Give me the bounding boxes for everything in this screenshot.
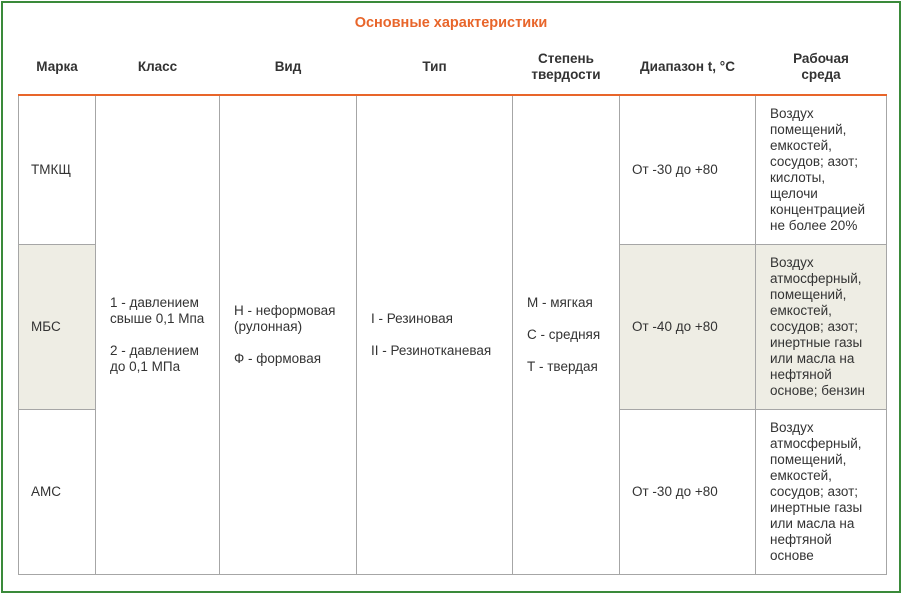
cell-temp: От -40 до +80: [620, 244, 756, 409]
cell-brand: АМС: [19, 409, 96, 574]
characteristics-table: [18, 40, 887, 575]
table-header-row: [19, 40, 887, 95]
header-hardness: [513, 40, 620, 95]
hardness-option-3: Т - твердая: [527, 358, 598, 374]
cell-type: [357, 95, 513, 574]
type-option-1: I - Резиновая: [371, 310, 453, 326]
page-title: Основные характеристики: [354, 15, 548, 31]
hardness-option-2: С - средняя: [527, 326, 601, 342]
view-option-1: Н - неформовая (рулонная): [234, 302, 336, 334]
cell-brand: ТМКЩ: [19, 95, 96, 244]
header-temp-range: Диапазон t, °C: [620, 40, 756, 95]
cell-temp: От -30 до +80: [620, 95, 756, 244]
view-option-2: Ф - формовая: [234, 350, 322, 366]
header-hardness-line1: Степень: [538, 51, 594, 66]
cell-medium: Воздух атмосферный, помещений, емкостей, сосудов; азот; инертные газы или масла на нефтяной основе: [756, 409, 887, 574]
cell-view: [220, 95, 357, 574]
cell-medium: Воздух помещений, емкостей, сосудов; азот; кислоты, щелочи концентрацией не более 20%: [756, 95, 887, 244]
cell-class: [96, 95, 220, 574]
header-medium: [756, 40, 887, 95]
header-medium-line2: среда: [801, 67, 841, 82]
hardness-option-1: М - мягкая: [527, 294, 593, 310]
cell-temp: От -30 до +80: [620, 409, 756, 574]
class-option-1: 1 - давлением свыше 0,1 Мпа: [110, 294, 205, 326]
header-type: Тип: [357, 40, 513, 95]
cell-brand: МБС: [19, 244, 96, 409]
header-medium-line1: Рабочая: [793, 51, 849, 66]
cell-hardness: [513, 95, 620, 574]
table-row: [19, 95, 887, 244]
cell-medium: Воздух атмосферный, помещений, емкостей, сосудов; азот; инертные газы или масла на нефтяной основе; бензин: [756, 244, 887, 409]
header-class: Класс: [96, 40, 220, 95]
type-option-2: II - Резинотканевая: [371, 342, 492, 358]
header-hardness-line2: твердости: [531, 67, 601, 82]
class-option-2: 2 - давлением до 0,1 МПа: [110, 342, 199, 374]
header-brand: Марка: [19, 40, 96, 95]
header-view: Вид: [220, 40, 357, 95]
